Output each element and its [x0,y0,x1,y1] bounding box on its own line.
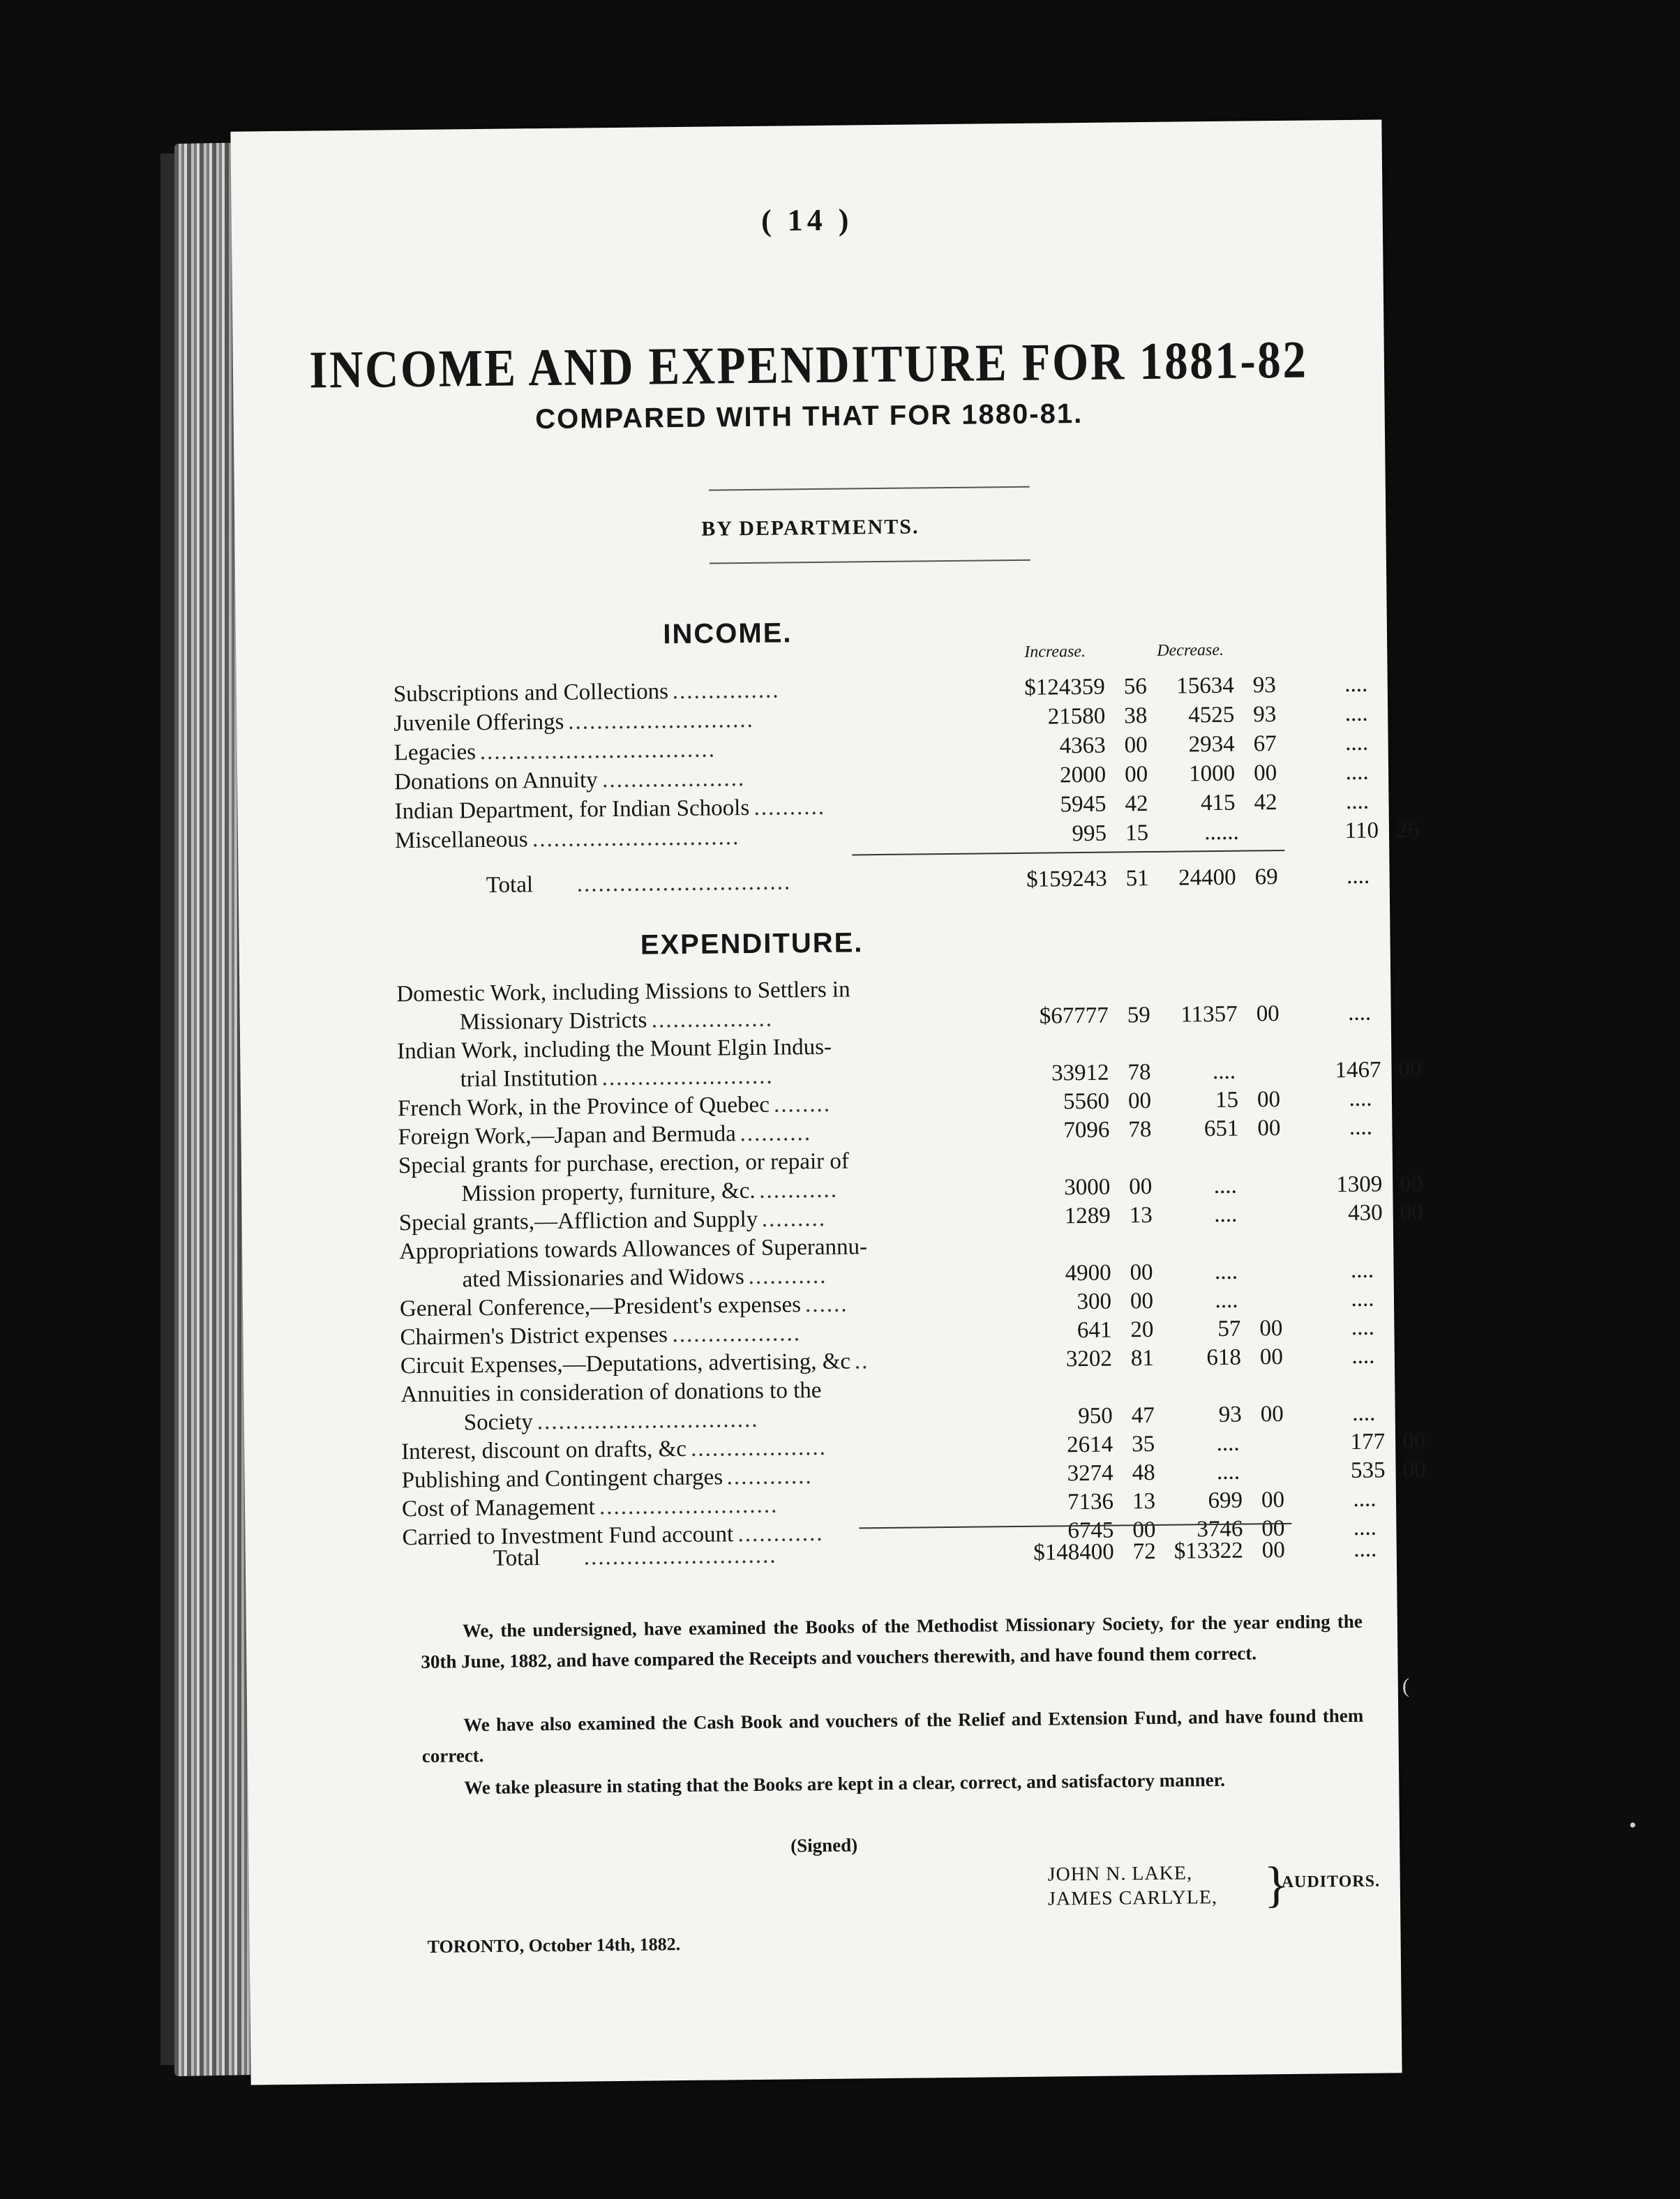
increase-dollars: 618 [1206,1344,1242,1371]
certification-text-2: We have also examined the Cash Book and vouchers of the Relief and Extension Fund, and have found them correct. [421,1704,1364,1766]
amount-dollars: 995 [1072,820,1107,847]
leader-dots: .. [854,1349,869,1374]
amount-cents: 78 [1127,1059,1151,1086]
leader-dots: ........... [748,1263,827,1290]
increase-dollars: 11357 [1180,1001,1238,1028]
row-description: Special grants,—Affliction and Supply [398,1206,758,1236]
increase-value: .... [1216,1430,1240,1457]
row-description: Circuit Expenses,—Deputations, advertising, &c [400,1349,851,1379]
row-description: Special grants for purchase, erection, or repair of [398,1148,850,1179]
total-label: Total [486,872,534,898]
increase-dollars: 415 [1200,790,1236,816]
increase-value: .... [1214,1201,1238,1228]
decrease-value: .... [1344,671,1368,698]
amount-cents: 42 [1125,790,1148,817]
amount-dollars: 1289 [1064,1203,1111,1229]
increase-value: .... [1214,1259,1238,1285]
decrease-value: .... [1345,759,1369,786]
amount-cents: 00 [1130,1288,1154,1314]
amount-dollars: 21580 [1047,703,1106,730]
place-date: TORONTO, October 14th, 1882. [427,1934,681,1957]
amount-dollars: 5560 [1063,1088,1110,1115]
income-heading: INCOME. [663,617,793,650]
row-description: Legacies [393,740,477,766]
total-label: Total [493,1545,541,1571]
amount-dollars: 6745 [1067,1517,1114,1544]
brace-icon: } [1263,1856,1289,1913]
certification-text-1: We, the undersigned, have examined the Books of the Methodist Missionary Society, for the year ending the 30th June, 1882, and have compared the Receipts and vouchers therewith, and have found them correct. [421,1610,1363,1672]
decrease-value: .... [1344,700,1368,727]
row-description: Subscriptions and Collections [393,679,669,707]
amount-cents: 13 [1129,1202,1153,1229]
auditor-john-lake: JOHN N. LAKE, [1047,1862,1193,1886]
amount-dollars: 950 [1078,1403,1113,1429]
certification-paragraph-1 [421,1606,1363,1677]
decrease-value: .... [1345,788,1370,815]
leader-dots: ................................. [479,737,717,765]
row-description: Foreign Work,—Japan and Bermuda [398,1121,736,1150]
increase-cents: 00 [1261,1516,1285,1542]
increase-dollars: 15 [1215,1087,1239,1113]
amount-cents: 38 [1124,703,1148,729]
amount-dollars: 3000 [1064,1174,1111,1201]
amount-dollars: 641 [1077,1317,1112,1344]
decrease-cents: 26 [1395,817,1420,843]
amount-cents: 35 [1131,1431,1155,1457]
decrease-value: .... [1353,1486,1377,1512]
amount-dollars: 5945 [1060,791,1107,818]
increase-column-header: Increase. [1024,642,1086,661]
row-description: Juvenile Offerings [393,709,564,737]
leader-dots: .................... [601,766,746,793]
increase-dollars: 15634 [1176,673,1234,699]
amount-cents: 59 [1127,1002,1150,1028]
leader-dots: ........... [759,1177,839,1203]
amount-cents: 00 [1129,1173,1153,1200]
certification-paragraph-2 [421,1700,1364,1771]
amount-dollars: 2000 [1059,762,1107,788]
row-description: trial Institution [460,1065,598,1093]
leader-dots: ........ [773,1091,832,1118]
leader-dots: ...... [804,1291,848,1318]
increase-cents: 00 [1260,1402,1284,1427]
amount-cents: 56 [1123,674,1147,700]
amount-cents: 78 [1128,1116,1152,1143]
row-description: Annuities in consideration of donations to the [400,1377,822,1408]
auditor-james-carlyle: JAMES CARLYLE, [1047,1886,1218,1910]
row-description: Mission property, furniture, &c. [461,1178,756,1207]
row-description: Domestic Work, including Missions to Settlers in [396,977,850,1007]
amount-dollars: 3274 [1067,1460,1113,1487]
decrease-dollars: 430 [1348,1200,1383,1226]
amount-dollars: $159243 [1026,866,1107,892]
decrease-dollars: 177 [1350,1429,1386,1455]
decrease-value: .... [1349,1114,1373,1141]
increase-dollars: 699 [1208,1487,1243,1514]
total-row [396,863,1370,899]
increase-cents: 69 [1254,864,1278,890]
decrease-dollars: 1467 [1335,1057,1381,1083]
row-description: Miscellaneous [394,827,528,854]
amount-dollars: 7096 [1063,1117,1110,1143]
increase-dollars: 2934 [1188,731,1235,758]
leader-dots: ............ [726,1464,813,1490]
row-description: French Work, in the Province of Quebec [397,1092,770,1122]
decrease-dollars: 1309 [1336,1171,1383,1198]
leader-dots: .......... [740,1120,812,1147]
decrease-dollars: 110 [1344,818,1379,844]
amount-cents: 00 [1130,1259,1153,1286]
decrease-value: .... [1348,1000,1372,1026]
increase-dollars: $13322 [1173,1538,1243,1564]
amount-dollars: 4900 [1065,1260,1111,1286]
row-description: Indian Department, for Indian Schools [394,795,750,825]
increase-dollars: 651 [1203,1116,1239,1142]
leader-dots: ............ [737,1520,824,1547]
row-description: Missionary Districts [459,1007,647,1035]
amount-cents: 00 [1132,1517,1156,1543]
increase-cents: 00 [1259,1344,1284,1370]
sub-title: COMPARED WITH THAT FOR 1880-81. [534,398,1083,435]
amount-dollars: 300 [1077,1289,1112,1315]
amount-dollars: 4363 [1059,733,1106,759]
amount-cents: 20 [1130,1316,1154,1343]
leader-dots: ............................. [532,825,740,853]
leader-dots: ............................... [537,1406,759,1435]
amount-dollars: $124359 [1024,674,1105,700]
amount-dollars: $148400 [1033,1539,1114,1566]
amount-cents: 72 [1132,1538,1156,1565]
decrease-dollars: 535 [1350,1457,1386,1484]
leader-dots: ............... [672,677,780,705]
increase-cents: 00 [1253,760,1277,786]
top-rule [709,486,1030,491]
decrease-value: .... [1351,1314,1375,1340]
amount-dollars: 7136 [1067,1489,1114,1515]
leader-dots: .................. [672,1321,802,1348]
amount-cents: 00 [1124,733,1148,758]
increase-cents: 93 [1253,702,1277,728]
document-page [230,119,1426,2085]
row-description: Publishing and Contingent charges [401,1464,723,1494]
amount-dollars: 33912 [1051,1060,1109,1086]
main-title: INCOME AND EXPENDITURE FOR 1881-82 [308,330,1308,400]
leader-dots: ......................... [599,1492,779,1520]
decrease-value: .... [1353,1515,1377,1540]
row-description: Appropriations towards Allowances of Superannu- [399,1234,868,1265]
increase-dollars: 93 [1218,1402,1242,1427]
amount-cents: 47 [1131,1402,1155,1429]
decrease-value: .... [1353,1536,1377,1562]
increase-dollars: 24400 [1178,864,1236,891]
decrease-cents: 00 [1398,1056,1422,1083]
increase-cents: 00 [1259,1316,1283,1342]
row-description: ated Missionaries and Widows [462,1264,744,1293]
decrease-value: .... [1351,1343,1375,1369]
margin-speck-icon: ( [1402,1674,1409,1697]
decrease-value: .... [1344,730,1369,756]
page-number: ( 14 ) [760,202,853,238]
row-description: Indian Work, including the Mount Elgin Indus- [397,1034,832,1065]
row-description: Cost of Management [401,1494,596,1522]
leader-dots: ................. [651,1006,774,1033]
amount-cents: 13 [1132,1488,1156,1515]
leader-dots: ......... [761,1206,827,1232]
leader-dots: .......... [753,794,826,820]
expenditure-heading: EXPENDITURE. [640,927,864,961]
decrease-cents: 00 [1400,1199,1423,1226]
auditors-label: AUDITORS. [1281,1872,1381,1892]
increase-cents: 42 [1254,790,1277,816]
leader-dots: ........................ [601,1063,774,1091]
increase-cents: 00 [1261,1538,1285,1563]
decrease-cents: 00 [1402,1428,1426,1455]
increase-cents: 67 [1253,731,1277,757]
income-sum-rule [852,850,1284,855]
amount-cents: 00 [1124,762,1148,788]
increase-dollars: 3746 [1197,1516,1243,1543]
leader-dots: ................... [691,1434,827,1462]
decrease-value: .... [1351,1286,1374,1312]
row-description: General Conference,—President's expenses [399,1292,802,1322]
amount-dollars: 3202 [1065,1346,1113,1372]
increase-cents: 00 [1257,1116,1281,1141]
increase-dollars: 1000 [1188,760,1236,787]
bottom-rule [710,560,1030,564]
decrease-cents: 00 [1402,1457,1426,1483]
row-description: Chairmen's District expenses [400,1322,668,1351]
increase-cents: 00 [1257,1087,1281,1113]
decrease-value: .... [1352,1400,1376,1426]
amount-dollars: $67777 [1039,1003,1109,1029]
certification-text-3: We take pleasure in stating that the Books are kept in a clear, correct, and satisfactory manner. [464,1769,1226,1799]
increase-value: .... [1212,1058,1236,1085]
leader-dots: .............................. [576,869,792,897]
increase-cents: 00 [1261,1487,1285,1513]
row-description: Donations on Annuity [393,767,598,795]
increase-value: ...... [1204,819,1239,846]
by-departments-heading: BY DEPARTMENTS. [701,515,920,541]
decrease-column-header: Decrease. [1157,640,1224,660]
decrease-value: .... [1346,863,1370,890]
leader-dots: ........................... [583,1543,777,1570]
increase-cents: 00 [1256,1001,1280,1027]
increase-dollars: 57 [1217,1316,1241,1342]
amount-cents: 00 [1127,1088,1152,1114]
amount-cents: 15 [1125,820,1149,846]
increase-dollars: 4525 [1188,702,1235,728]
row-description: Carried to Investment Fund account [402,1522,734,1551]
increase-cents: 93 [1252,673,1276,698]
decrease-value: .... [1349,1086,1372,1112]
amount-cents: 51 [1125,865,1149,892]
increase-value: .... [1216,1459,1240,1485]
increase-value: .... [1215,1287,1238,1314]
signed-label: (Signed) [790,1834,858,1856]
increase-value: .... [1213,1173,1237,1199]
row-description: Society [463,1409,533,1436]
margin-speck-icon: • [1629,1814,1637,1837]
decrease-cents: 00 [1400,1171,1423,1197]
leader-dots: .......................... [568,707,754,735]
amount-cents: 48 [1132,1459,1155,1486]
amount-cents: 81 [1130,1345,1155,1372]
row-description: Interest, discount on drafts, &c [401,1436,687,1465]
decrease-value: .... [1350,1257,1374,1283]
amount-dollars: 2614 [1066,1432,1113,1458]
